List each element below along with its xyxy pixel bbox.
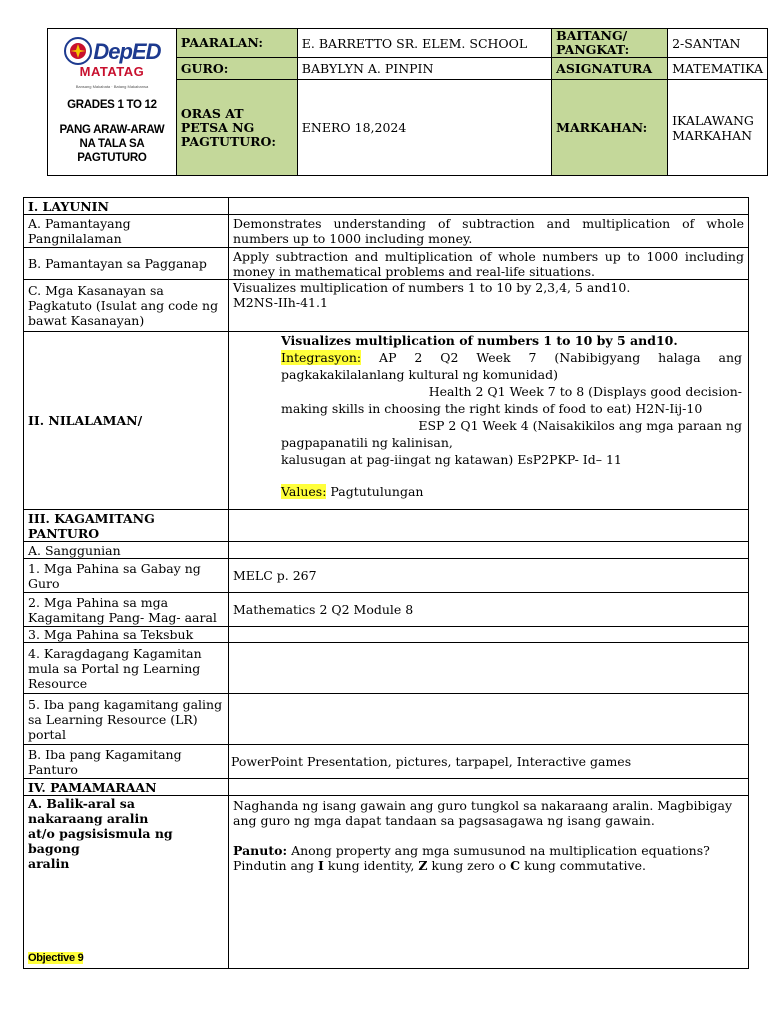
integrasyon-ap [281, 349, 742, 383]
empty-cell [229, 510, 749, 542]
kagamitang-mag-aaral-label: 2. Mga Pahina sa mga Kagamitang Pang- Mag- aaral [24, 593, 229, 627]
empty-cell [229, 198, 749, 215]
pamantayang-pangnilalaman-value: Demonstrates understanding of subtraction and multiplication of whole numbers up to 1000 including money. [229, 215, 749, 248]
sanggunian-label: A. Sanggunian [24, 542, 229, 559]
panuto-key-z: Z [418, 858, 428, 873]
empty-cell [229, 694, 749, 745]
oras-value: ENERO 18,2024 [297, 80, 551, 176]
integrasyon-ap-text: AP 2 Q2 Week 7 (Nabibigyang halaga ang pagkakakilalanlang kultural ng komunidad) [281, 350, 742, 382]
layunin-title: I. LAYUNIN [24, 198, 229, 215]
lr-portal-label: 5. Iba pang kagamitang galing sa Learning Resource (LR) portal [24, 694, 229, 745]
esp-line-1: ESP 2 Q1 Week 4 (Naisakikilos ang mga paraan ng [418, 418, 742, 433]
markahan-label: MARKAHAN: [552, 80, 668, 176]
panuto-key-i: I [318, 858, 324, 873]
dll-title-line: NA TALA SA [79, 138, 145, 150]
balik-aral-line: A. Balik-aral sa [28, 796, 135, 811]
asignatura-label: ASIGNATURA [552, 58, 668, 80]
balik-aral-label [24, 796, 229, 969]
panuto-text: Anong property ang mga sumusunod na multiplication equations? Pindutin ang [233, 843, 710, 873]
paaralan-value: E. BARRETTO SR. ELEM. SCHOOL [297, 29, 551, 58]
deped-seal-icon [63, 36, 93, 66]
values-label: Values: [281, 484, 327, 499]
kasanayan-code: M2NS-IIh-41.1 [233, 295, 328, 310]
esp-line-3: kalusugan at pag-iingat ng katawan) EsP2PKP- Id– 11 [281, 452, 622, 467]
kagamitang-mag-aaral-value: Mathematics 2 Q2 Module 8 [229, 593, 749, 627]
kasanayan-label: C. Mga Kasanayan sa Pagkatuto (Isulat ang code ng bawat Kasanayan) [24, 280, 229, 332]
header-table [47, 28, 768, 176]
deped-wordmark: DepED [93, 38, 161, 64]
balik-aral-line: nakaraang aralin [28, 811, 149, 826]
dll-title-line: PAGTUTURO [77, 152, 147, 164]
nilalaman-heading: Visualizes multiplication of numbers 1 to 10 by 5 and10. [281, 333, 678, 348]
guro-value: BABYLYN A. PINPIN [297, 58, 551, 80]
balik-aral-line: aralin [28, 856, 70, 871]
guro-label: GURO: [176, 58, 297, 80]
integrasyon-label: Integrasyon: [281, 350, 362, 365]
balik-aral-paragraph: Naghanda ng isang gawain ang guro tungkol sa nakaraang aralin. Magbibigay ang guro ng mga dapat tandaan sa pagsasagawa ng isang gawain. [233, 798, 733, 828]
panuto-text: kung commutative. [524, 858, 646, 873]
balik-aral-line: bagong [28, 841, 80, 856]
esp-line-2: pagpapanatili ng kalinisan, [281, 435, 453, 450]
empty-cell [229, 627, 749, 643]
balik-aral-line: at/o pagsisismula ng [28, 826, 173, 841]
empty-cell [229, 542, 749, 559]
pamantayan-pagganap-label: B. Pamantayan sa Pagganap [24, 248, 229, 280]
karagdagang-kagamitan-label: 4. Karagdagang Kagamitan mula sa Portal ng Learning Resource [24, 643, 229, 694]
grades-label: GRADES 1 TO 12 [67, 99, 157, 111]
panuto-text: kung zero o [431, 858, 507, 873]
values-value: Pagtutulungan [330, 484, 424, 499]
balik-aral-content [229, 796, 749, 969]
asignatura-value: MATEMATIKA [668, 58, 768, 80]
kasanayan-text: Visualizes multiplication of numbers 1 to 10 by 2,3,4, 5 and10. [233, 280, 631, 295]
panuto-label: Panuto: [233, 843, 288, 858]
iba-pang-kagamitan-label: B. Iba pang Kagamitang Panturo [24, 745, 229, 779]
panuto-key-c: C [510, 858, 521, 873]
empty-cell [229, 779, 749, 796]
dll-title [48, 123, 176, 165]
kasanayan-value [229, 280, 749, 332]
iba-pang-kagamitan-value: PowerPoint Presentation, pictures, tarpapel, Interactive games [229, 745, 749, 779]
panuto-paragraph [233, 843, 744, 873]
nilalaman-label: II. NILALAMAN/ [24, 332, 229, 510]
pamantayang-pangnilalaman-label: A. Pamantayang Pangnilalaman [24, 215, 229, 248]
gabay-guro-label: 1. Mga Pahina sa Gabay ng Guro [24, 559, 229, 593]
oras-label: ORAS AT PETSA NG PAGTUTURO: [176, 80, 297, 176]
gabay-guro-value: MELC p. 267 [229, 559, 749, 593]
teksbuk-label: 3. Mga Pahina sa Teksbuk [24, 627, 229, 643]
objective-badge: Objective 9 [28, 952, 84, 964]
pamantayan-pagganap-value: Apply subtraction and multiplication of whole numbers up to 1000 including money in mathematical problems and real-life situations. [229, 248, 749, 280]
empty-cell [229, 643, 749, 694]
lesson-plan-table [23, 197, 749, 969]
dll-title-line: PANG ARAW-ARAW [59, 124, 165, 136]
markahan-value: IKALAWANG MARKAHAN [668, 80, 768, 176]
pamamaraan-title: IV. PAMAMARAAN [24, 779, 229, 796]
matatag-wordmark: MATATAG [79, 64, 145, 79]
nilalaman-content [229, 332, 749, 510]
baitang-value: 2-SANTAN [668, 29, 768, 58]
health-line-2: making skills in choosing the right kinds of food to eat) H2N-Iij-10 [281, 401, 703, 416]
kagamitan-title: III. KAGAMITANG PANTURO [24, 510, 229, 542]
logo-tagline: Bansang Makabata · Batang Makabansa [75, 84, 149, 89]
logo-cell [48, 29, 177, 176]
health-line-1: Health 2 Q1 Week 7 to 8 (Displays good decision- [428, 384, 742, 399]
baitang-label: BAITANG/ PANGKAT: [552, 29, 668, 58]
values-line [281, 483, 742, 500]
deped-logo [48, 36, 176, 66]
paaralan-label: PAARALAN: [176, 29, 297, 58]
panuto-text: kung identity, [327, 858, 415, 873]
